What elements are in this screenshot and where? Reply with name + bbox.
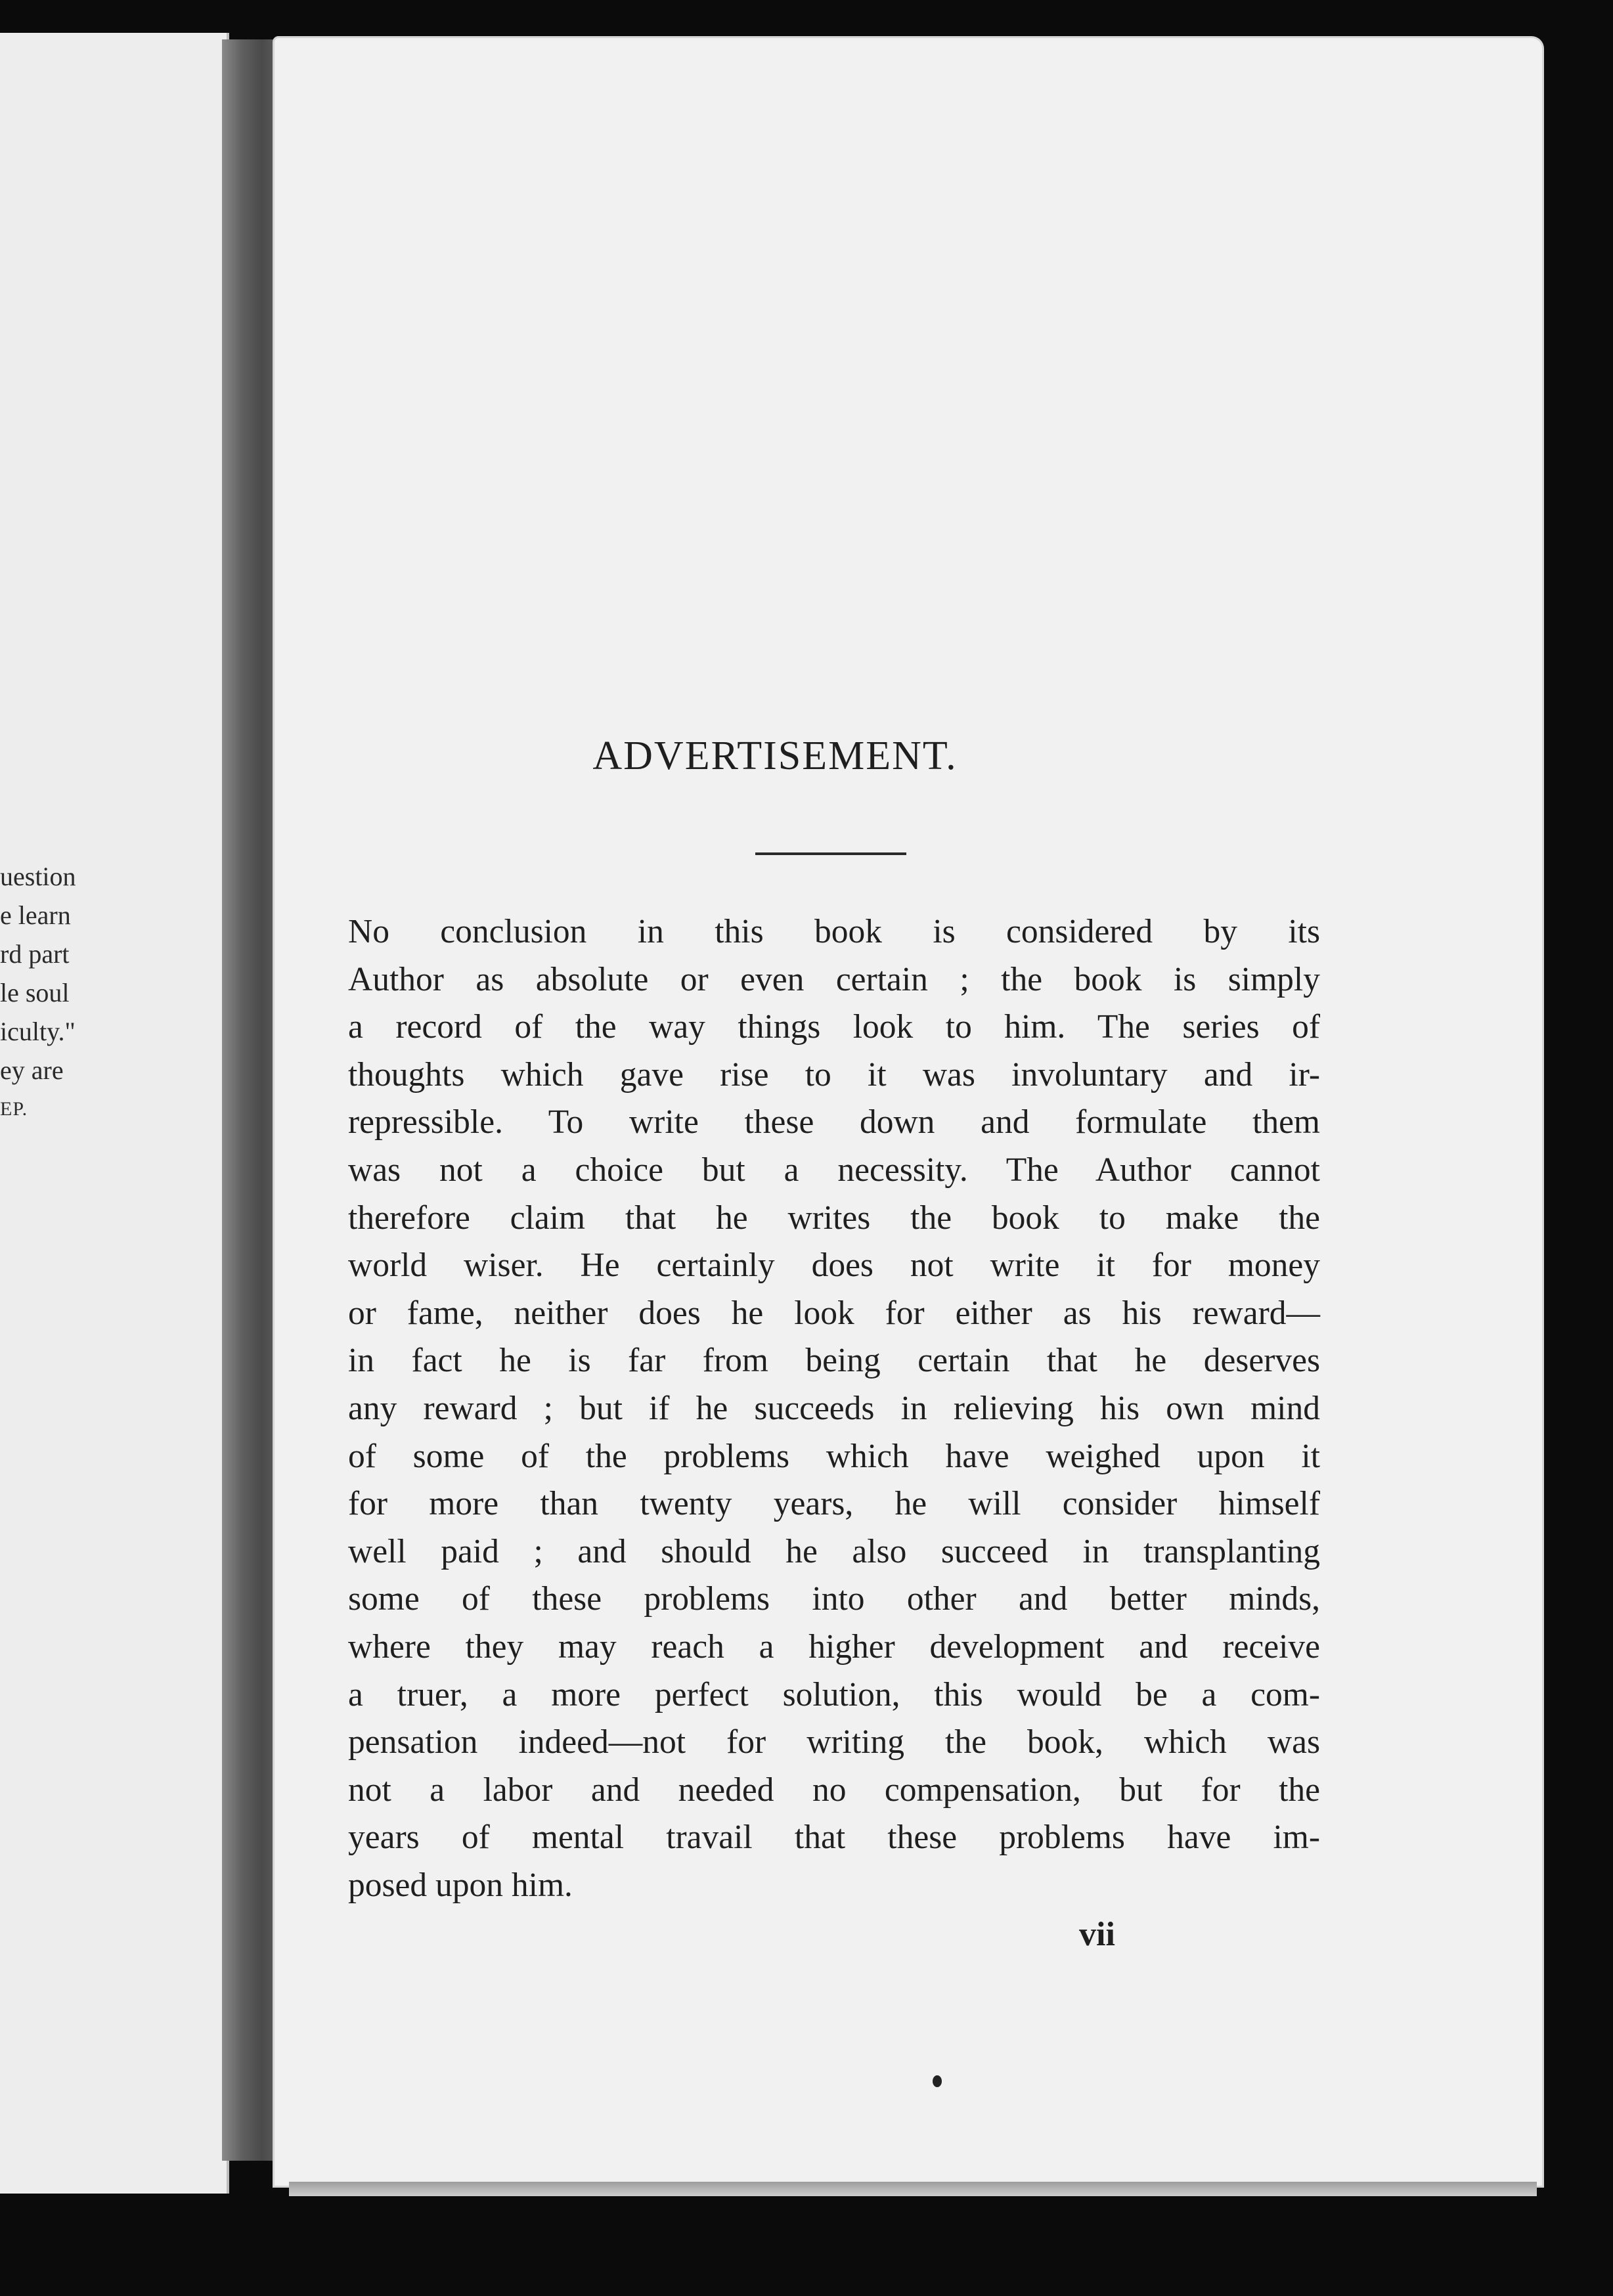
paragraph-line: pensation indeed—not for writing the book, which was: [348, 1723, 1320, 1761]
paragraph-line: world wiser. He certainly does not write it for money: [348, 1247, 1320, 1285]
ink-speck: [933, 2075, 942, 2087]
book-page: [275, 38, 1542, 2186]
left-page-text-fragments: [0, 857, 227, 1128]
paragraph-line: where they may reach a higher development and receive: [348, 1627, 1320, 1666]
page-number: vii: [1079, 1916, 1115, 1953]
left-fragment-4: le soul: [0, 978, 70, 1007]
paragraph-line: a truer, a more perfect solution, this would be a com-: [348, 1675, 1320, 1713]
paragraph-line: therefore claim that he writes the book to make the: [348, 1199, 1320, 1237]
left-facing-page: [0, 33, 229, 2194]
paragraph-line: years of mental travail that these problems have im-: [348, 1819, 1320, 1857]
left-fragment-1: uestion: [0, 862, 76, 891]
paragraph-line: thoughts which gave rise to it was involuntary and ir-: [348, 1055, 1320, 1093]
paragraph-line: any reward ; but if he succeeds in relieving his own mind: [348, 1389, 1320, 1427]
paragraph-line: No conclusion in this book is considered by its: [348, 913, 1320, 950]
page-bottom-edge: [289, 2182, 1537, 2196]
paragraph-line: repressible. To write these down and formulate them: [348, 1103, 1320, 1141]
paragraph-line: of some of the problems which have weighed upon it: [348, 1437, 1320, 1475]
paragraph-line: or fame, neither does he look for either as his reward—: [348, 1294, 1320, 1332]
paragraph-line: a record of the way things look to him. The series of: [348, 1008, 1320, 1046]
left-fragment-6: ey are: [0, 1055, 64, 1085]
paragraph-line: well paid ; and should he also succeed in transplanting: [348, 1532, 1320, 1570]
paragraph-line: in fact he is far from being certain that he deserves: [348, 1342, 1320, 1380]
paragraph-line: some of these problems into other and better minds,: [348, 1580, 1320, 1618]
left-fragment-2: e learn: [0, 900, 71, 930]
page-title: ADVERTISEMENT.: [592, 734, 958, 778]
paragraph-line: was not a choice but a necessity. The Author cannot: [348, 1151, 1320, 1189]
left-fragment-5: iculty.": [0, 1017, 76, 1046]
left-fragment-3: rd part: [0, 939, 70, 969]
left-fragment-7: EP.: [0, 1098, 28, 1120]
paragraph-line: posed upon him.: [348, 1866, 573, 1904]
title-rule-divider: [755, 852, 906, 855]
body-paragraph: [348, 908, 1320, 1909]
paragraph-line: for more than twenty years, he will consider himself: [348, 1485, 1320, 1523]
paragraph-line: Author as absolute or even certain ; the book is simply: [348, 960, 1320, 998]
paragraph-line: not a labor and needed no compensation, but for the: [348, 1771, 1320, 1809]
